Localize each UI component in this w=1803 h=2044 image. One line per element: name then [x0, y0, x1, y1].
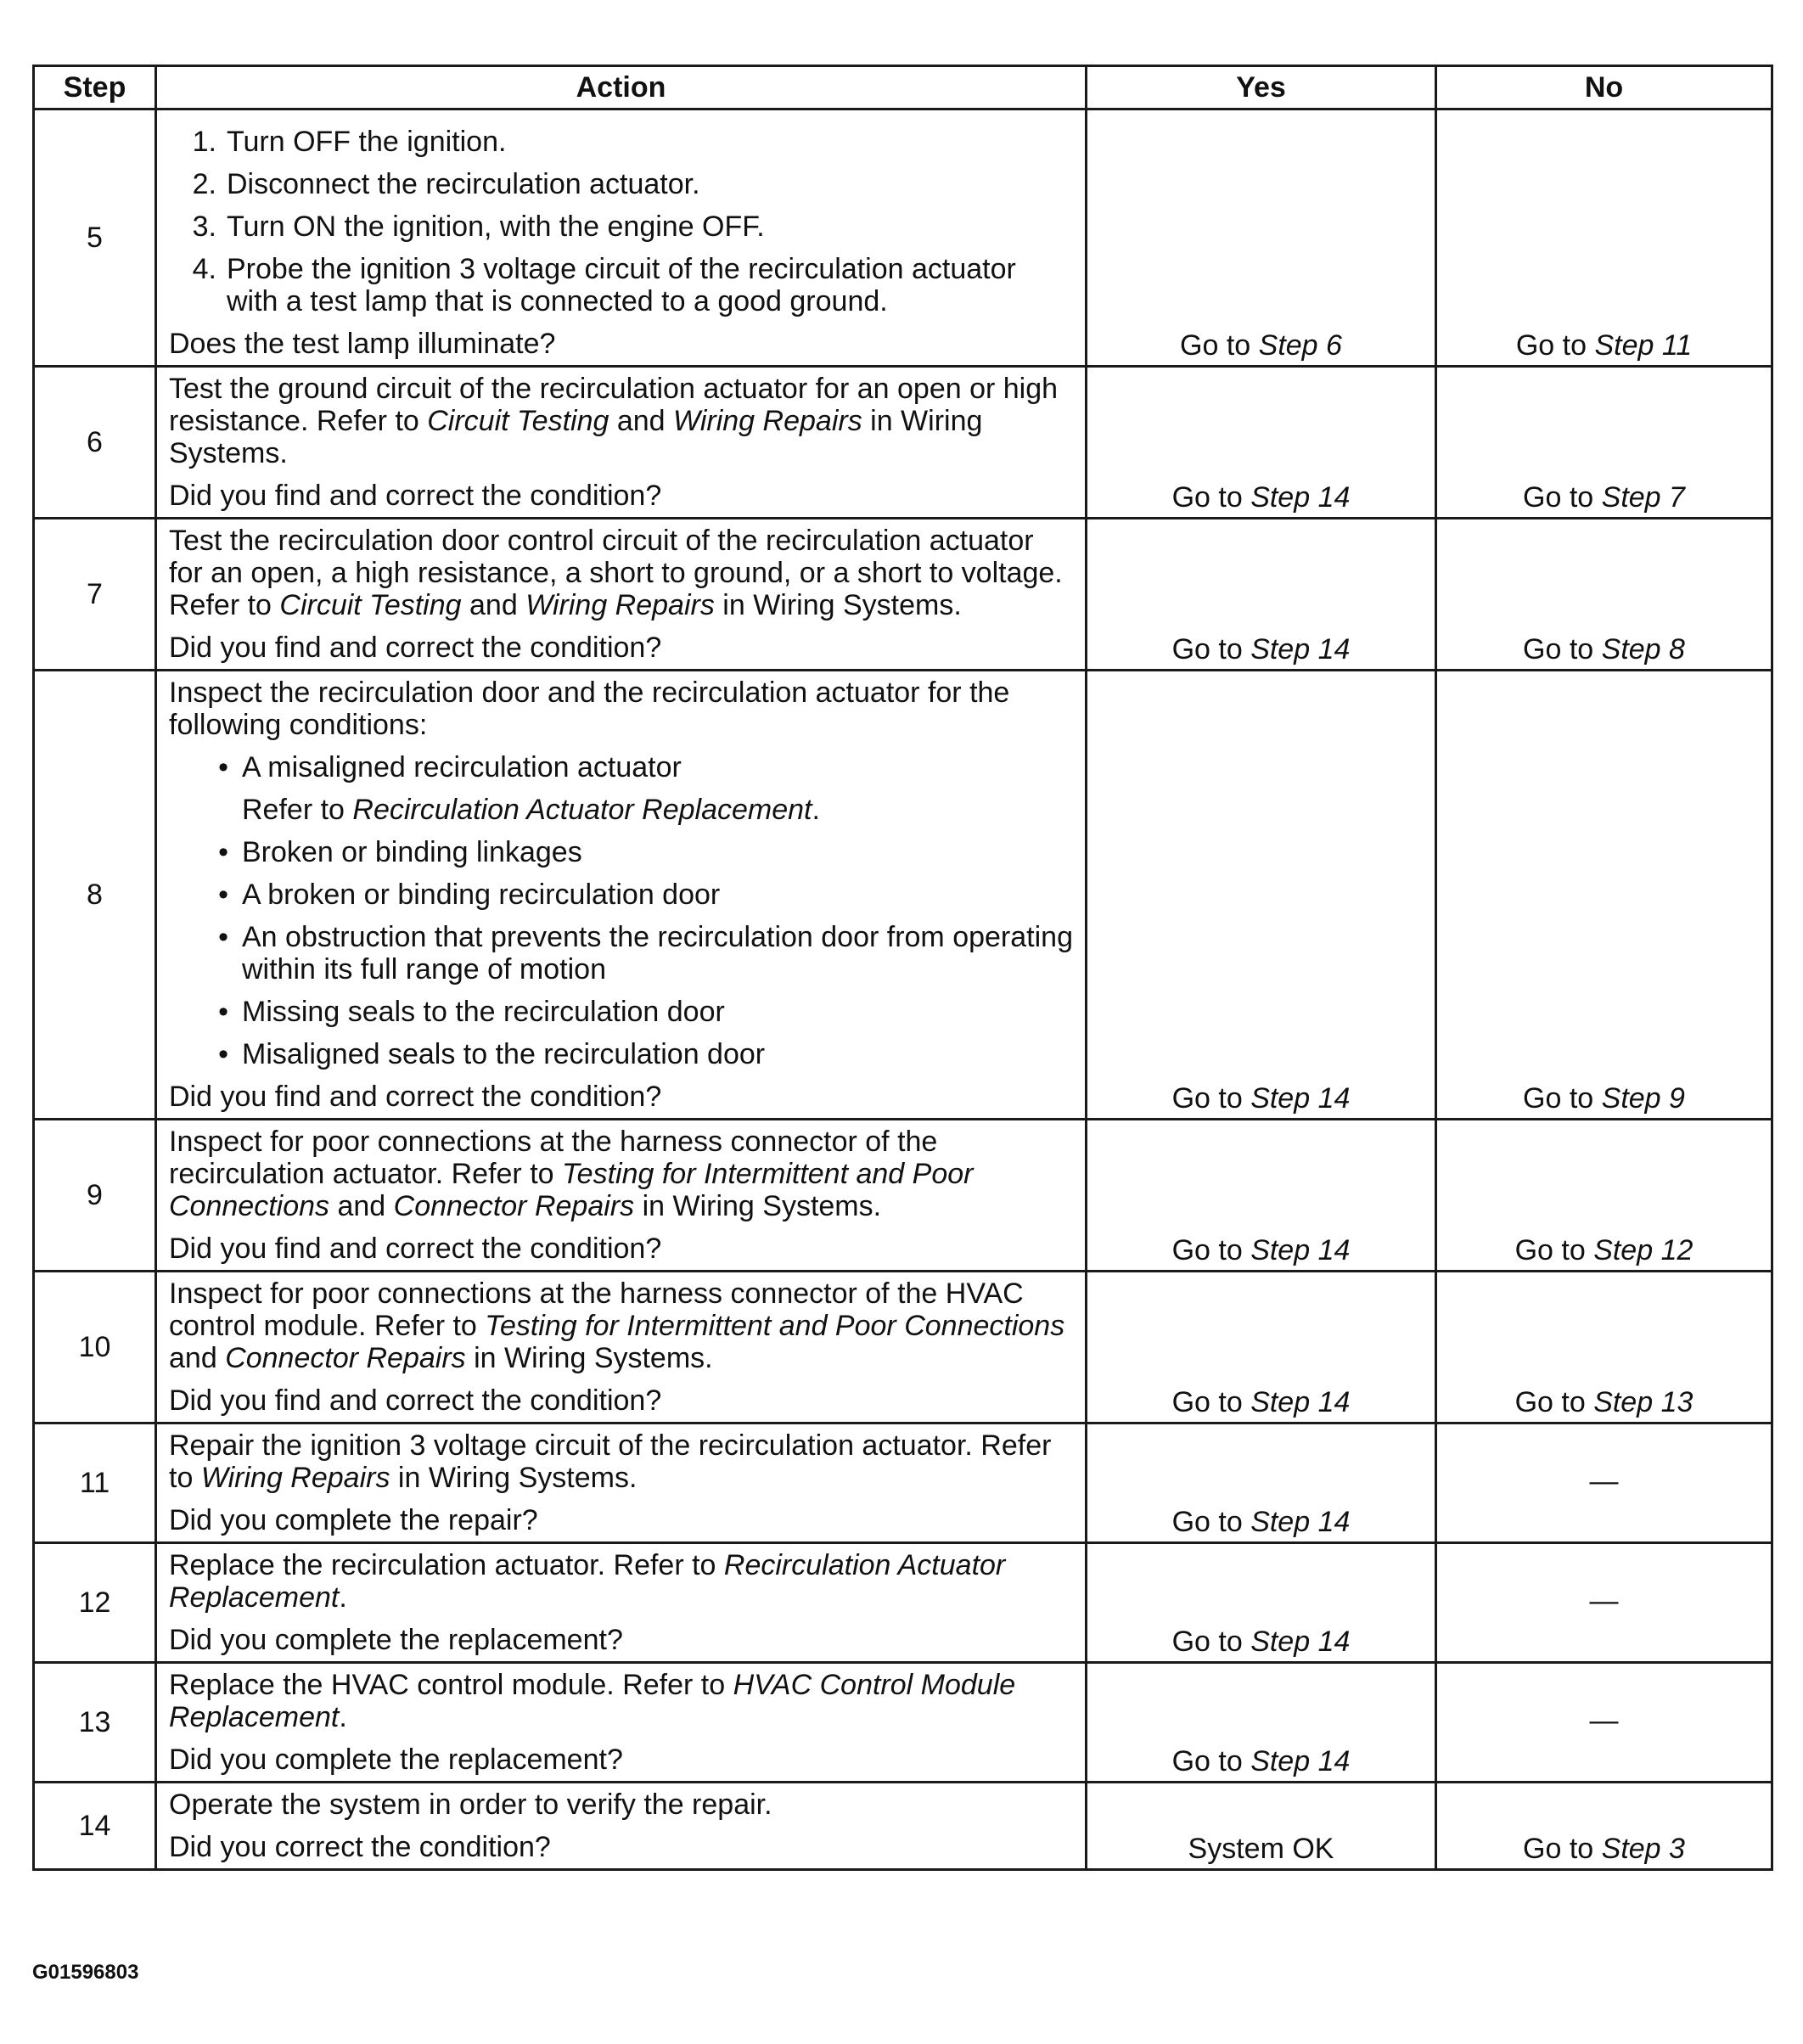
yes-result	[1087, 1543, 1436, 1663]
reference-text: Recirculation Actuator Replacement	[352, 794, 812, 826]
text-run: Repair the ignition 3 voltage circuit of the recirculation actuator. Refer to	[169, 1429, 1052, 1494]
table-row	[34, 671, 1772, 1120]
yes-result	[1087, 671, 1436, 1120]
action-cell	[156, 1663, 1087, 1783]
text-run: in Wiring Systems.	[634, 1190, 882, 1222]
reference-text: Connector Repairs	[225, 1342, 466, 1374]
text-run: Go to	[1523, 481, 1602, 514]
table-row	[34, 1272, 1772, 1424]
item-text	[227, 253, 1073, 317]
reference-text: Step 14	[1250, 1506, 1351, 1538]
question	[169, 1384, 1073, 1417]
reference-text: Step 14	[1250, 1626, 1351, 1658]
text-run: Did you find and correct the condition?	[169, 632, 662, 664]
no-result	[1436, 110, 1772, 367]
text-run: Misaligned seals to the recirculation door	[242, 1038, 766, 1070]
text-run: and	[329, 1190, 394, 1222]
text-run: Test the recirculation door control circuit of the recirculation actuator for an open, a high resistance, a short to ground, or a short to voltage. Refer to	[169, 525, 1063, 621]
text-run: Go to	[1171, 633, 1251, 665]
yes-result	[1087, 110, 1436, 367]
question	[169, 1233, 1073, 1265]
instruction	[169, 1429, 1073, 1494]
text-run: Go to	[1514, 1386, 1594, 1418]
item-text	[227, 211, 765, 243]
text-run: in Wiring Systems.	[714, 589, 962, 621]
step-number: 8	[34, 671, 156, 1120]
item-text	[227, 168, 700, 200]
yes-result	[1087, 1120, 1436, 1272]
question	[169, 1831, 1073, 1863]
bullet-item	[169, 921, 1073, 986]
action-cell	[156, 1543, 1087, 1663]
no-result	[1436, 519, 1772, 671]
numbered-item	[169, 211, 1073, 243]
yes-result	[1087, 1424, 1436, 1543]
text-run: Replace the HVAC control module. Refer to	[169, 1669, 733, 1701]
numbered-item	[169, 126, 1073, 158]
no-result	[1436, 367, 1772, 519]
instruction	[169, 1126, 1073, 1222]
step-number: 13	[34, 1663, 156, 1783]
text-run: .	[812, 794, 820, 826]
text-run: An obstruction that prevents the recirculation door from operating within its full range of motion	[242, 921, 1073, 986]
item-number: 4.	[192, 253, 216, 285]
no-result	[1436, 1663, 1772, 1783]
reference-text: Step 11	[1594, 329, 1693, 362]
diagnostic-table	[32, 65, 1773, 1871]
reference-text: Recirculation Actuator Replacement	[169, 1549, 1006, 1614]
table-row	[34, 1424, 1772, 1543]
action-cell	[156, 671, 1087, 1120]
reference-text: Connector Repairs	[393, 1190, 635, 1222]
text-run: Did you correct the condition?	[169, 1831, 551, 1863]
bullet-item	[169, 879, 1073, 911]
reference-text: Step 8	[1601, 633, 1685, 665]
text-run: A misaligned recirculation actuator	[242, 751, 682, 783]
instruction	[169, 1278, 1073, 1374]
table-row	[34, 367, 1772, 519]
bullet-item	[169, 836, 1073, 868]
bullet-item	[169, 996, 1073, 1028]
yes-result	[1087, 367, 1436, 519]
text-run: Inspect for poor connections at the harness connector of the HVAC control module. Refer to	[169, 1278, 1024, 1342]
item-number: 2.	[192, 168, 216, 200]
figure-code: G01596803	[32, 1961, 139, 1984]
reference-text: Circuit Testing	[279, 589, 462, 621]
text-run: Did you complete the replacement?	[169, 1744, 623, 1776]
bullet-icon: •	[218, 751, 228, 783]
text-run: .	[339, 1701, 347, 1733]
reference-text: Step 13	[1593, 1386, 1693, 1418]
text-run: Go to	[1180, 329, 1259, 362]
action-cell	[156, 1272, 1087, 1424]
action-cell	[156, 1120, 1087, 1272]
action-cell	[156, 110, 1087, 367]
header-row	[34, 66, 1772, 110]
step-number: 11	[34, 1424, 156, 1543]
question	[169, 1504, 1073, 1536]
table-row	[34, 110, 1772, 367]
text-run: Go to	[1514, 1234, 1594, 1266]
question	[169, 632, 1073, 664]
item-text	[227, 126, 506, 158]
item-number: 3.	[192, 211, 216, 243]
item-number: 1.	[192, 126, 216, 158]
table-row	[34, 1120, 1772, 1272]
header-yes: Yes	[1087, 66, 1436, 110]
reference-text: Step 14	[1250, 481, 1351, 514]
text-run: Go to	[1171, 1082, 1251, 1115]
text-run: Did you find and correct the condition?	[169, 1384, 662, 1417]
text-run: Go to	[1523, 1833, 1602, 1865]
action-cell	[156, 367, 1087, 519]
text-run: Go to	[1171, 1506, 1251, 1538]
instruction	[169, 1669, 1073, 1733]
text-run: —	[1589, 1704, 1619, 1737]
text-run: .	[339, 1581, 347, 1614]
item-text	[242, 836, 582, 868]
reference-text: Wiring Repairs	[673, 405, 862, 437]
table-row	[34, 1663, 1772, 1783]
header-step: Step	[34, 66, 156, 110]
text-run: Turn OFF the ignition.	[227, 126, 507, 158]
text-run: —	[1589, 1585, 1619, 1617]
text-run: and	[461, 589, 526, 621]
text-run: in Wiring Systems.	[465, 1342, 713, 1374]
instruction	[169, 677, 1073, 741]
text-run: Go to	[1523, 633, 1602, 665]
reference-text: Step 9	[1601, 1082, 1685, 1115]
reference-text: Wiring Repairs	[525, 589, 715, 621]
text-run: Disconnect the recirculation actuator.	[227, 168, 700, 200]
reference-text: HVAC Control Module Replacement	[169, 1669, 1016, 1733]
reference-text: Step 14	[1250, 1082, 1351, 1115]
text-run: Go to	[1171, 1626, 1251, 1658]
yes-result	[1087, 1663, 1436, 1783]
yes-result	[1087, 1272, 1436, 1424]
table-row	[34, 1783, 1772, 1870]
question	[169, 1744, 1073, 1776]
question	[169, 1624, 1073, 1656]
instruction	[169, 525, 1073, 621]
text-run: Go to	[1523, 1082, 1602, 1115]
step-number: 5	[34, 110, 156, 367]
no-result	[1436, 1424, 1772, 1543]
text-run: Replace the recirculation actuator. Refer to	[169, 1549, 724, 1581]
sub-note	[242, 794, 1073, 826]
reference-text: Testing for Intermittent and Poor Connections	[485, 1310, 1065, 1342]
no-result	[1436, 1783, 1772, 1870]
no-result	[1436, 1543, 1772, 1663]
no-result	[1436, 1120, 1772, 1272]
text-run: and	[169, 1342, 226, 1374]
action-cell	[156, 1783, 1087, 1870]
item-text	[242, 996, 725, 1028]
table-row	[34, 519, 1772, 671]
bullet-item	[169, 751, 1073, 783]
reference-text: Step 14	[1250, 1386, 1351, 1418]
reference-text: Testing for Intermittent and Poor Connections	[169, 1158, 974, 1222]
item-text	[242, 751, 682, 783]
numbered-item	[169, 168, 1073, 200]
item-text	[242, 879, 720, 911]
bullet-icon: •	[218, 1038, 228, 1070]
yes-result	[1087, 519, 1436, 671]
text-run: Refer to	[242, 794, 353, 826]
yes-result	[1087, 1783, 1436, 1870]
text-run: Go to	[1515, 329, 1595, 362]
numbered-item	[169, 253, 1073, 317]
instruction	[169, 373, 1073, 469]
text-run: Inspect for poor connections at the harness connector of the recirculation actuator. Refer to	[169, 1126, 938, 1190]
step-number: 6	[34, 367, 156, 519]
table-row	[34, 1543, 1772, 1663]
reference-text: Wiring Repairs	[200, 1462, 390, 1494]
no-result	[1436, 1272, 1772, 1424]
text-run: Did you complete the replacement?	[169, 1624, 623, 1656]
text-run: Did you complete the repair?	[169, 1504, 538, 1536]
text-run: Probe the ignition 3 voltage circuit of the recirculation actuator with a test lamp that is connected to a good ground.	[227, 253, 1016, 317]
reference-text: Step 12	[1593, 1234, 1693, 1266]
text-run: Does the test lamp illuminate?	[169, 328, 556, 360]
text-run: Go to	[1171, 1386, 1251, 1418]
reference-text: Step 3	[1601, 1833, 1685, 1865]
text-run: System OK	[1188, 1833, 1334, 1865]
text-run: Did you find and correct the condition?	[169, 1081, 662, 1113]
text-run: Inspect the recirculation door and the recirculation actuator for the following conditions:	[169, 677, 1010, 741]
text-run: Broken or binding linkages	[242, 836, 582, 868]
item-text	[242, 921, 1073, 986]
action-cell	[156, 1424, 1087, 1543]
step-number: 14	[34, 1783, 156, 1870]
bullet-item	[169, 1038, 1073, 1070]
header-action: Action	[156, 66, 1087, 110]
text-run: Go to	[1171, 1234, 1251, 1266]
text-run: A broken or binding recirculation door	[242, 879, 721, 911]
step-number: 10	[34, 1272, 156, 1424]
header-no: No	[1436, 66, 1772, 110]
reference-text: Step 7	[1601, 481, 1685, 514]
step-number: 9	[34, 1120, 156, 1272]
table-body	[34, 110, 1772, 1870]
text-run: Go to	[1171, 1745, 1251, 1777]
text-run: Did you find and correct the condition?	[169, 1233, 662, 1265]
text-run: Go to	[1171, 481, 1251, 514]
action-cell	[156, 519, 1087, 671]
text-run: Did you find and correct the condition?	[169, 480, 662, 512]
no-result	[1436, 671, 1772, 1120]
instruction	[169, 1788, 1073, 1821]
question	[169, 328, 1073, 360]
question	[169, 1081, 1073, 1113]
reference-text: Circuit Testing	[427, 405, 609, 437]
text-run: in Wiring Systems.	[169, 405, 983, 469]
bullet-icon: •	[218, 836, 228, 868]
step-number: 12	[34, 1543, 156, 1663]
text-run: Missing seals to the recirculation door	[242, 996, 725, 1028]
item-text	[242, 1038, 765, 1070]
text-run: and	[609, 405, 674, 437]
bullet-icon: •	[218, 879, 228, 911]
step-number: 7	[34, 519, 156, 671]
bullet-icon: •	[218, 996, 228, 1028]
reference-text: Step 14	[1250, 633, 1351, 665]
text-run: in Wiring Systems.	[390, 1462, 638, 1494]
reference-text: Step 14	[1250, 1234, 1351, 1266]
text-run: —	[1589, 1465, 1619, 1497]
text-run: Operate the system in order to verify the repair.	[169, 1788, 772, 1821]
question	[169, 480, 1073, 512]
text-run: Test the ground circuit of the recirculation actuator for an open or high resistance. Refer to	[169, 373, 1059, 437]
reference-text: Step 14	[1250, 1745, 1351, 1777]
instruction	[169, 1549, 1073, 1614]
bullet-icon: •	[218, 921, 228, 953]
reference-text: Step 6	[1258, 329, 1342, 362]
text-run: Turn ON the ignition, with the engine OFF.	[227, 211, 765, 243]
